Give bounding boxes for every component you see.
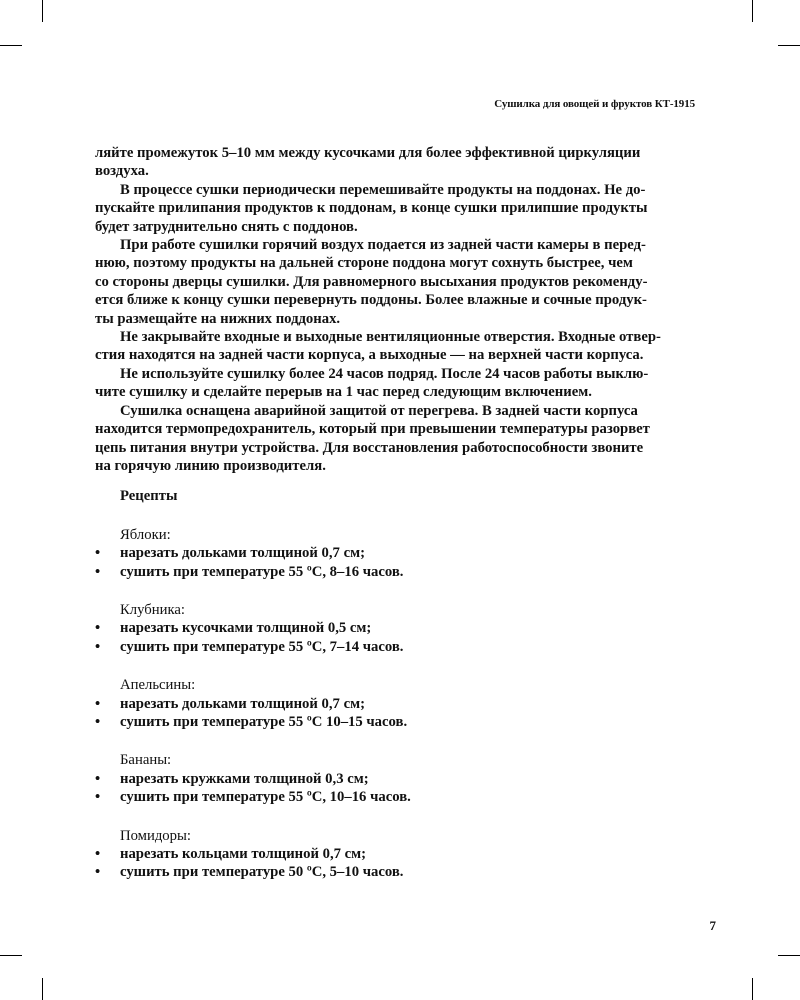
crop-mark [0,45,22,46]
recipe-step [95,713,695,731]
recipe-title: Апельсины: [120,677,196,694]
body-line: ется ближе к концу сушки перевернуть поддоны. Более влажные и сочные продук- [95,292,647,309]
body-line: чите сушилку и сделайте перерыв на 1 час перед следующим включением. [95,384,592,401]
recipes-heading: Рецепты [120,488,178,505]
recipe-step [95,845,695,863]
recipe-step-text: сушить при температуре 55 ºC, 10–16 часов. [120,789,411,806]
recipe-step [95,619,695,637]
body-line: В процессе сушки периодически перемешивайте продукты на поддонах. Не до- [120,181,646,198]
recipe-step-text: нарезать кольцами толщиной 0,7 см; [120,846,367,862]
body-line: нюю, поэтому продукты на дальней стороне поддона могут сохнуть быстрее, чем [95,255,633,272]
body-line: пускайте прилипания продуктов к поддонам, в конце сушки прилипшие продукты [95,200,648,217]
bullet-icon: • [95,864,101,881]
body-line: Не закрывайте входные и выходные вентиляционные отверстия. Входные отвер- [120,329,661,346]
bullet-icon: • [95,545,101,562]
body-line: воздуха. [95,163,149,180]
crop-mark [778,45,800,46]
recipe-step [95,788,695,806]
running-header: Сушилка для овощей и фруктов КТ-1915 [494,98,695,110]
body-line: находится термопредохранитель, который при превышении температуры разорвет [95,421,650,438]
recipe-title: Помидоры: [120,827,191,844]
bullet-icon: • [95,620,101,637]
body-line: Сушилка оснащена аварийной защитой от перегрева. В задней части корпуса [120,402,638,419]
bullet-icon: • [95,846,101,862]
recipe-step-text: сушить при температуре 50 ºC, 5–10 часов. [120,864,404,881]
crop-mark [42,0,43,22]
body-line: на горячую линию производителя. [95,457,326,474]
recipe-step-text: нарезать дольками толщиной 0,7 см; [120,545,365,562]
recipe-title: Яблоки: [120,526,171,543]
bullet-icon: • [95,695,101,712]
recipe-step [95,770,695,788]
crop-mark [752,978,753,1000]
recipes-list [95,506,695,882]
recipe-title: Клубника: [120,601,185,618]
body-line: стия находятся на задней части корпуса, а выходные — на верхней части корпуса. [95,347,644,364]
bullet-icon: • [95,770,101,787]
bullet-icon: • [95,563,101,580]
bullet-icon: • [95,638,101,655]
body-line: цепь питания внутри устройства. Для восстановления работоспособности звоните [95,439,644,456]
crop-mark [42,978,43,1000]
recipe-step [95,563,695,581]
recipe-step-text: сушить при температуре 55 ºC, 7–14 часов. [120,638,404,655]
body-line: Не используйте сушилку более 24 часов подряд. После 24 часов работы выклю- [120,365,649,382]
body-line: При работе сушилки горячий воздух подается из задней части камеры в перед- [120,237,646,254]
crop-mark [752,0,753,22]
crop-mark [0,955,22,956]
body-line: ляйте промежуток 5–10 мм между кусочками для более эффективной циркуляции [95,145,641,161]
recipe-step [95,863,695,881]
body-text [95,144,695,475]
recipe-step-text: нарезать кружками толщиной 0,3 см; [120,770,369,787]
recipe-step-text: нарезать кусочками толщиной 0,5 см; [120,620,372,637]
recipe-title: Бананы: [120,752,172,769]
crop-mark [778,955,800,956]
recipe-step [95,638,695,656]
recipe-step [95,695,695,713]
recipe-step-text: сушить при температуре 55 ºC, 8–16 часов. [120,563,404,580]
recipe-step-text: нарезать дольками толщиной 0,7 см; [120,695,365,712]
recipe-step-text: сушить при температуре 55 ºC 10–15 часов. [120,713,408,730]
body-line: будет затруднительно снять с поддонов. [95,218,358,235]
page-number: 7 [709,918,716,933]
bullet-icon: • [95,713,101,730]
bullet-icon: • [95,789,101,806]
body-line: со стороны дверцы сушилки. Для равномерного высыхания продуктов рекоменду- [95,273,648,290]
page-content [95,144,695,882]
body-line: ты размещайте на нижних поддонах. [95,310,341,327]
recipe-step [95,544,695,562]
